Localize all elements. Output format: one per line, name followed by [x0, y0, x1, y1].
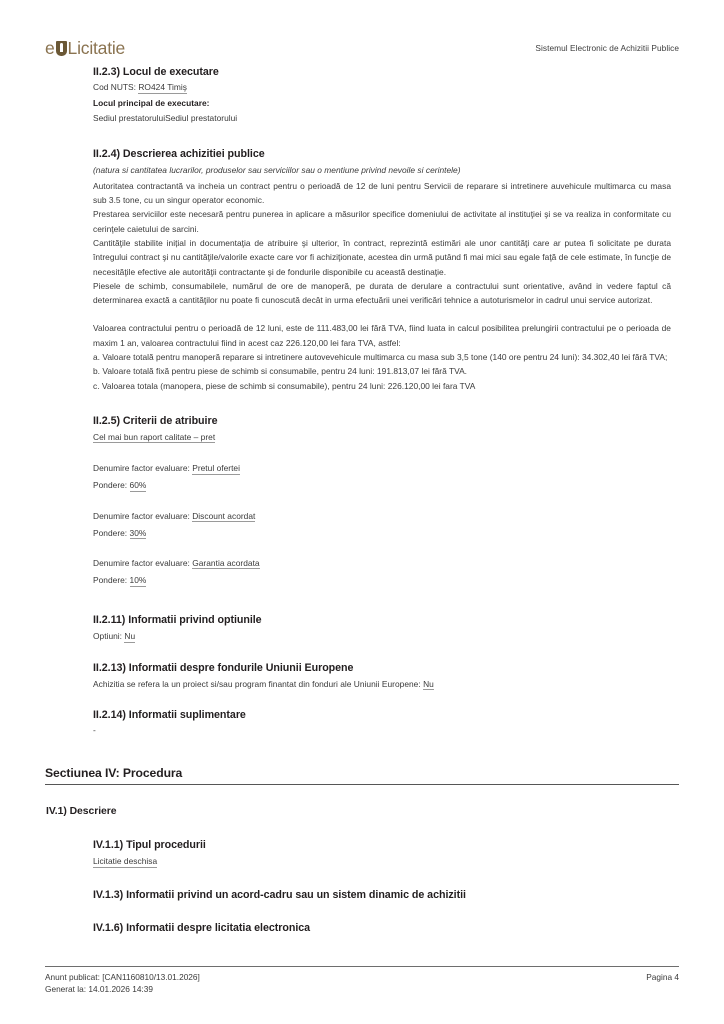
- anunt-publicat-value: [CAN1160810/13.01.2026]: [102, 971, 200, 982]
- valoare-paragraph-3: b. Valoare totală fixă pentru piese de schimb si consumabile, pentru 24 luni: 191.813,07 lei fără TVA.: [93, 366, 468, 377]
- pondere-label-2: Pondere:: [93, 527, 128, 538]
- pondere-row-3: [93, 574, 724, 587]
- pondere-row-1: [93, 479, 724, 492]
- section-heading-iv: [45, 764, 679, 785]
- factor-value-3: Garantia acordata: [192, 557, 260, 568]
- info-suplimentare-value: -: [93, 724, 96, 735]
- fonduri-ue-value: Nu: [423, 678, 434, 689]
- descriere-paragraph-3: Cantităţile stabilite inițial in documentaţia de atribuire şi ulterior, în contract, reprezintă estimări ale unor cantităţi care ar putea fi solicitate pe durata întregului contract şi nu cantităţile/valorile exacte care vor fi achiziţionate, acestea din urmă putând fi mai mici sau egale faţă de cele estimate, în funcţie de necesităţile efective ale autorităţii contractante şi de fondurile disponibile cu această destinaţie.: [93, 238, 671, 277]
- block-descriere-achizitie: [93, 148, 724, 393]
- factor-row-1: [93, 462, 724, 475]
- heading-ii-2-11: II.2.11) Informatii privind optiunile: [93, 614, 262, 627]
- cod-nuts-value: RO424 Timiş: [138, 82, 187, 92]
- optiuni-label: Optiuni:: [93, 631, 123, 642]
- page-number: Pagina 4: [646, 971, 679, 982]
- pondere-value-2: 30%: [129, 527, 147, 538]
- optiuni-row: [93, 630, 724, 643]
- block-iv-1-1-tip-procedura: [93, 839, 724, 868]
- document-body: [0, 66, 724, 934]
- document-footer: [45, 966, 679, 996]
- factor-value-1: Pretul ofertei: [192, 463, 240, 474]
- heading-ii-2-5: II.2.5) Criterii de atribuire: [93, 414, 218, 427]
- logo-letter-e: e: [45, 37, 55, 58]
- heading-iv-1-1: IV.1.1) Tipul procedurii: [93, 839, 206, 851]
- valoare-paragraph-1: Valoarea contractului pentru o perioadă de 12 luni, este de 111.483,00 lei fără TVA, fiind luata in calcul posibilitea prelungirii contractului pe o perioada de maxim 1 an, valoarea contractului fiind in acest caz 226.120,00 lei fara TVA, astfel:: [93, 323, 671, 348]
- tip-procedura-value: Licitatie deschisa: [93, 856, 158, 866]
- criteriu-atribuire-value-row: [93, 431, 724, 444]
- factor-value-2: Discount acordat: [192, 510, 256, 521]
- heading-ii-2-14: II.2.14) Informatii suplimentare: [93, 708, 246, 721]
- block-iv-1-6-licitatie-electronica: [93, 922, 724, 934]
- generat-la-value: 14.01.2026 14:39: [88, 984, 153, 995]
- logo-wordmark: Licitatie: [67, 37, 126, 58]
- heading-iv-1: IV.1) Descriere: [46, 806, 117, 817]
- valoare-paragraph-2: a. Valoare totală pentru manoperă reparare si intretinere autovevehicule multimarca cu masa sub 3,5 tone (140 ore pentru 24 luni): 34.302,40 lei fără TVA;: [93, 352, 668, 363]
- pondere-row-2: [93, 527, 724, 540]
- elicitatie-logo: [45, 38, 125, 59]
- heading-ii-2-4: II.2.4) Descrierea achizitiei publice: [93, 147, 265, 160]
- loc-principal-label: Locul principal de executare:: [93, 98, 210, 109]
- heading-ii-2-3: II.2.3) Locul de executare: [93, 66, 219, 78]
- descriere-paragraph-2: Prestarea serviciilor este necesară pentru punerea in aplicare a măsurilor specifice domeniului de activitate al instituţiei şi se va realiza in conformitate cu cerinţele caietului de sarcini.: [93, 209, 671, 234]
- valoare-paragraph-4: c. Valoarea totala (manopera, piese de schimb si consumabile), pentru 24 luni: 226.120,00 lei fara TVA: [93, 380, 476, 391]
- system-title: Sistemul Electronic de Achizitii Publice: [535, 43, 679, 53]
- optiuni-value: Nu: [124, 631, 136, 642]
- block-iv-1-3-acord-cadru: [93, 889, 724, 901]
- fonduri-ue-row: [93, 678, 724, 691]
- criteriu-atribuire-value: Cel mai bun raport calitate – pret: [93, 431, 216, 442]
- block-info-suplimentare: [93, 709, 724, 737]
- anunt-publicat-label: Anunt publicat:: [45, 971, 100, 982]
- descriere-subtitle: (natura si cantitatea lucrarilor, produselor sau serviciilor sau o mentiune privind nevoile si cerintele): [93, 164, 461, 175]
- anunt-publicat-row: [45, 971, 200, 984]
- section-iv-title: Sectiunea IV: Procedura: [45, 766, 183, 780]
- block-loc-executare: [93, 66, 724, 126]
- cod-nuts-row: [93, 81, 724, 94]
- block-fonduri-ue: [93, 662, 724, 691]
- factor-label-3: Denumire factor evaluare:: [93, 557, 190, 568]
- block-optiuni: [93, 614, 724, 643]
- pondere-label-3: Pondere:: [93, 575, 128, 586]
- factor-label-2: Denumire factor evaluare:: [93, 510, 190, 521]
- heading-ii-2-13: II.2.13) Informatii despre fondurile Uniunii Europene: [93, 661, 354, 674]
- descriere-paragraph-1: Autoritatea contractantă va incheia un contract pentru o perioadă de 12 de luni pentru Servicii de reparare si intretinere auvehicule multimarca cu masa sub 3.5 tone, cu un singur operator economic.: [93, 180, 671, 206]
- pondere-value-1: 60%: [129, 480, 147, 491]
- descriere-paragraph-4: Piesele de schimb, consumabilele, numărul de ore de manoperă, pe durata de derulare a contractului sunt orientative, având in vedere faptul că determinarea exactă a cantităţilor nu poate fi cunoscută decât in urma efectuării unei verificări tehnice a autoturismelor in cadrul unui service autorizat.: [93, 280, 671, 306]
- heading-iv-1-3: IV.1.3) Informatii privind un acord-cadru sau un sistem dinamic de achizitii: [93, 889, 466, 902]
- document-header: [45, 33, 679, 63]
- fonduri-ue-label: Achizitia se refera la un proiect si/sau program finantat din fonduri ale Uniunii Europene:: [93, 678, 421, 689]
- generat-la-label: Generat la:: [45, 984, 87, 995]
- cod-nuts-label: Cod NUTS:: [93, 82, 136, 92]
- heading-iv-1-6: IV.1.6) Informatii despre licitatia electronica: [93, 922, 311, 935]
- factor-row-3: [93, 557, 724, 570]
- shield-crest-icon: [56, 41, 67, 56]
- block-iv-1-descriere: [46, 806, 724, 817]
- factor-row-2: [93, 510, 724, 523]
- footer-left-block: [45, 971, 200, 996]
- pondere-value-3: 10%: [129, 575, 147, 586]
- tip-procedura-row: [93, 855, 724, 868]
- pondere-label-1: Pondere:: [93, 480, 128, 491]
- block-criterii-atribuire: [93, 415, 724, 587]
- factor-label-1: Denumire factor evaluare:: [93, 463, 190, 474]
- loc-principal-value: Sediul prestatoruluiSediul prestatorului: [93, 113, 238, 124]
- generat-la-row: [45, 983, 200, 996]
